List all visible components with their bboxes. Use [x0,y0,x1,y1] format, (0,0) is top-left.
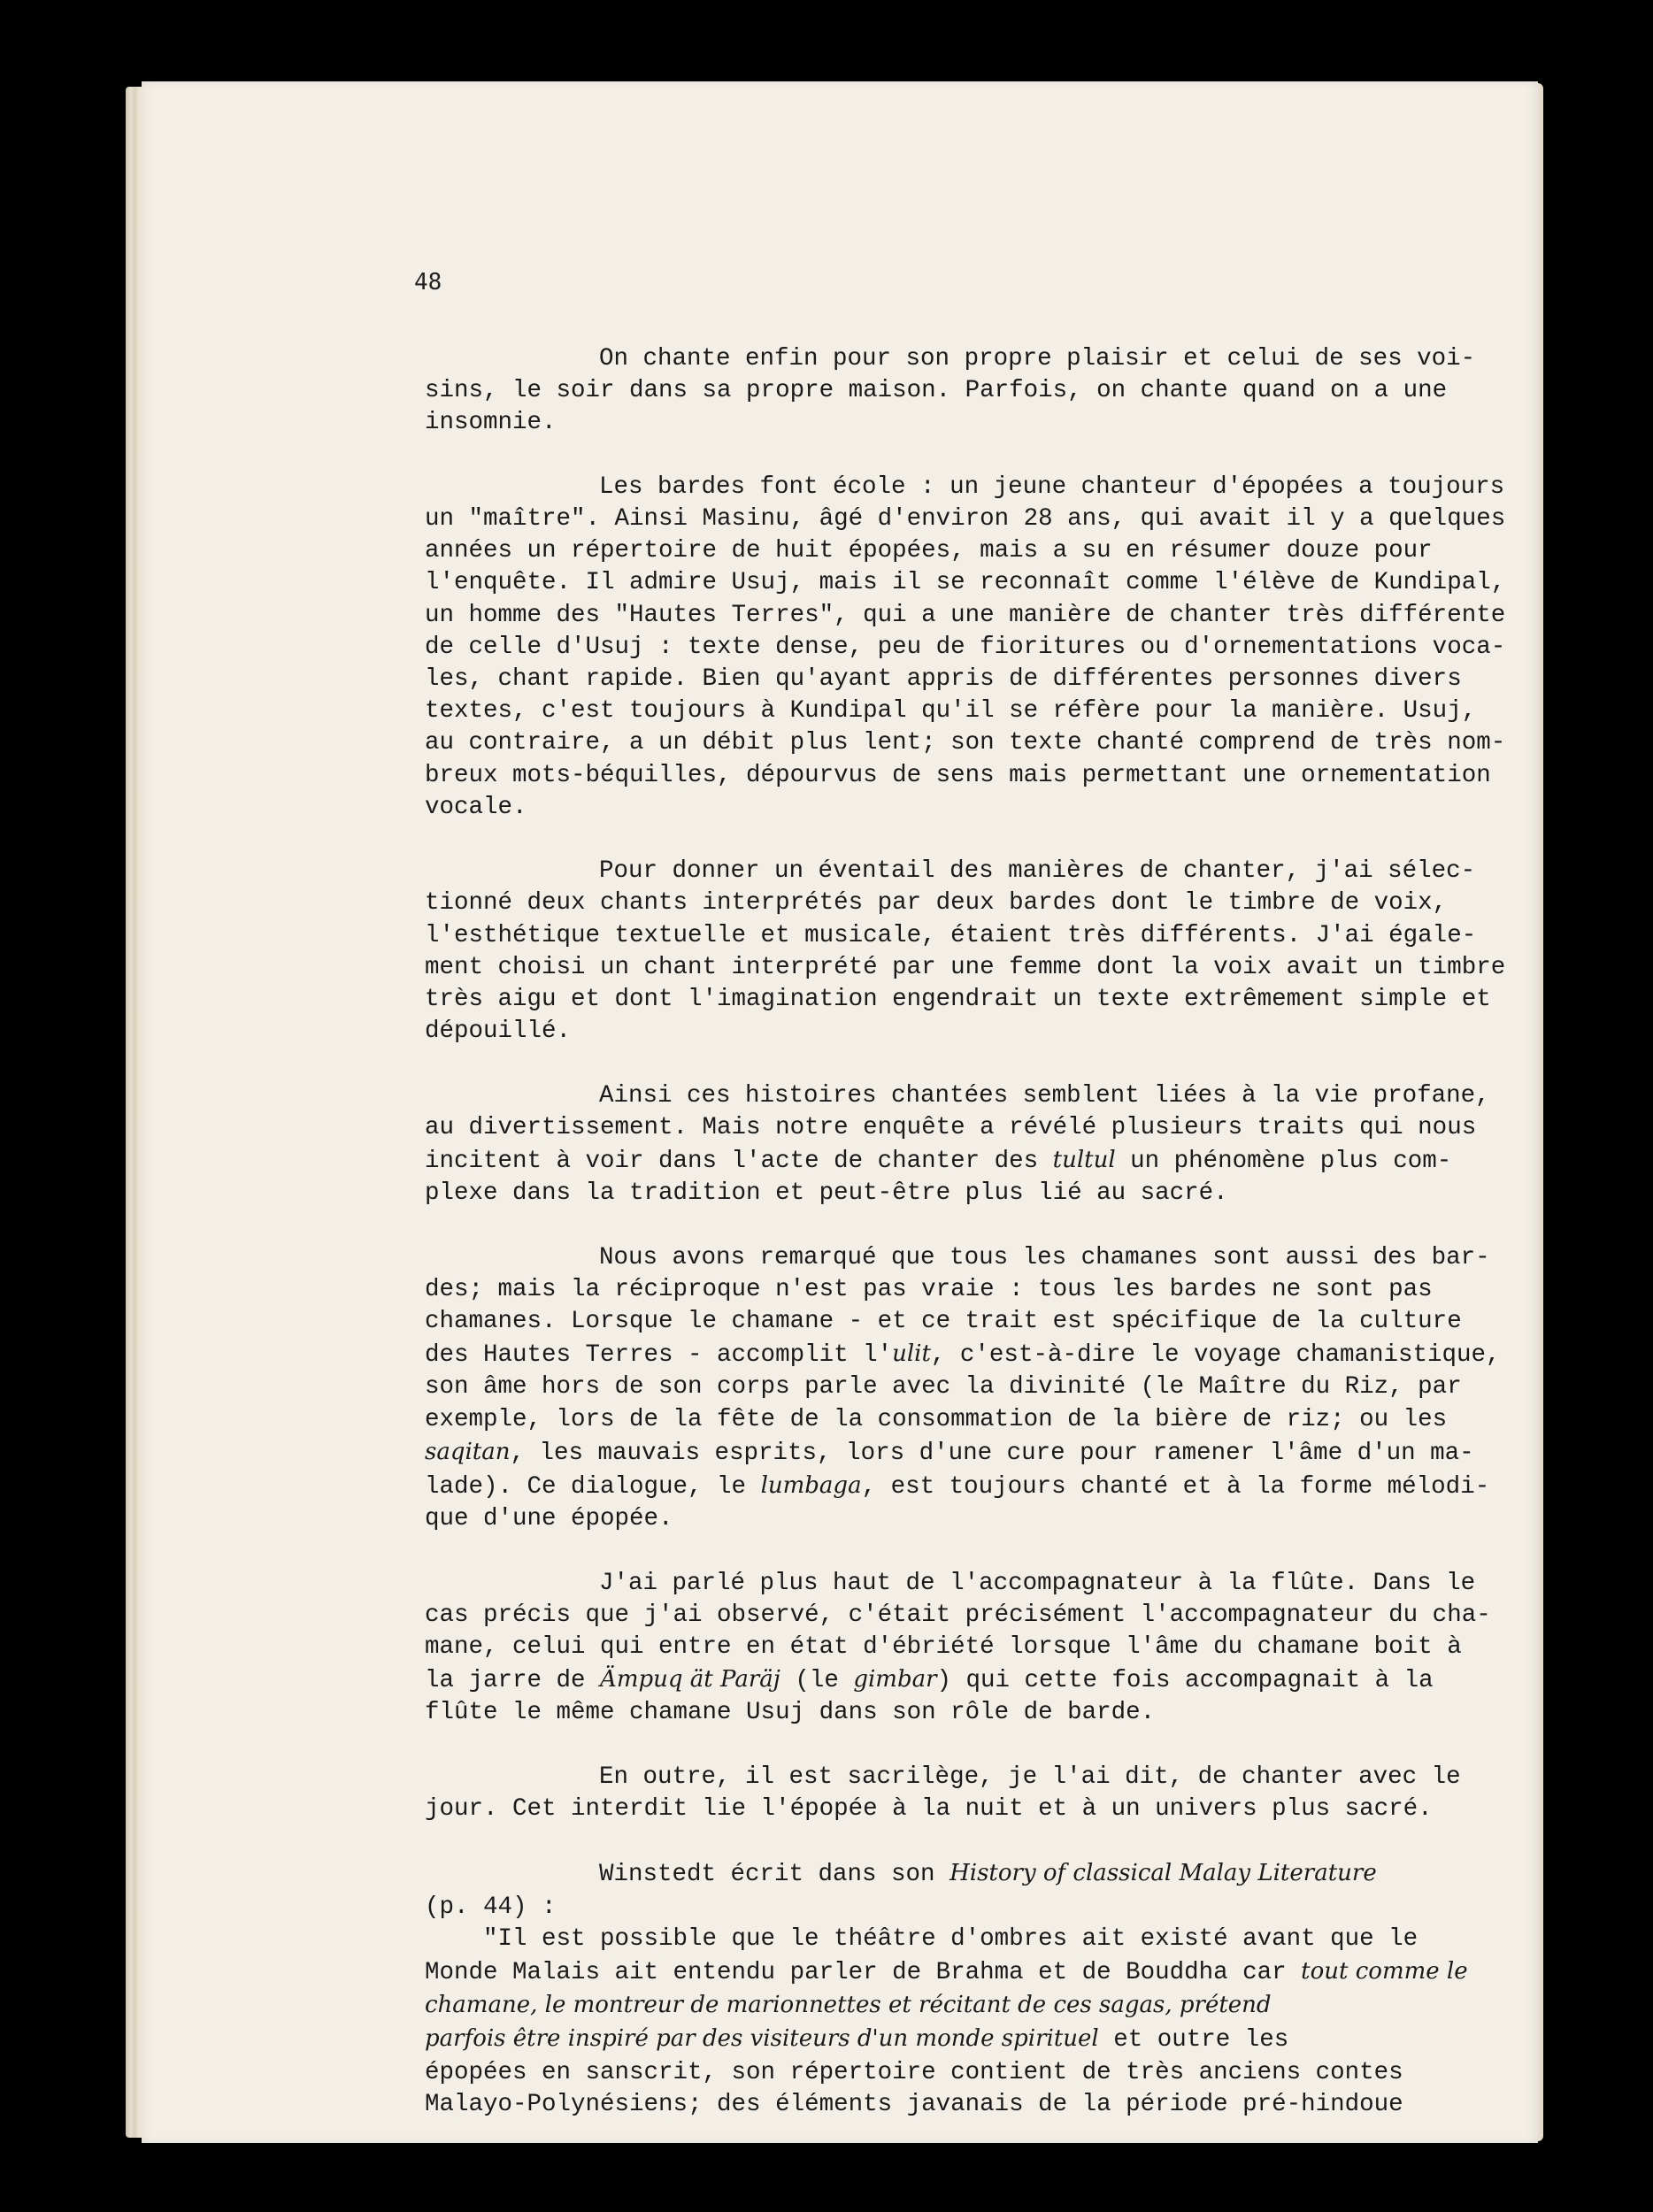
text-line: de celle d'Usuj : texte dense, peu de fioritures ou d'ornementations voca- [425,633,1506,661]
quote-block [425,1924,1468,2121]
italic-term: History of classical Malay Literature [950,1860,1377,1887]
text-line: un "maître". Ainsi Masinu, âgé d'environ 28 ans, qui avait il y a quelques [425,505,1506,533]
paragraph [425,343,1476,440]
text-line: Ainsi ces histoires chantées semblent liées à la vie profane, [599,1081,1490,1110]
text-line: jour. Cet interdit lie l'épopée à la nuit et à un univers plus sacré. [425,1795,1433,1824]
paragraph [425,1762,1465,1825]
italic-term: tout comme le [1301,1958,1468,1985]
text-line: textes, c'est toujours à Kundipal qu'il se réfère pour la manière. Usuj, [425,697,1477,726]
text-line: son âme hors de son corps parle avec la divinité (le Maître du Riz, par [425,1373,1462,1402]
text-line: En outre, il est sacrilège, je l'ai dit, de chanter avec le [599,1763,1461,1791]
italic-term: chamane, le montreur de marionnettes et récitant de ces sagas, prétend [425,1992,1272,2019]
quote-line: "Il est possible que le théâtre d'ombres ait existé avant que le [483,1924,1419,1953]
text-line: mane, celui qui entre en état d'ébriété lorsque l'âme du chamane boit à [425,1633,1462,1662]
citation-line: (p. 44) : [425,1893,557,1921]
text-line: On chante enfin pour son propre plaisir et celui de ses voi- [599,345,1476,373]
text-line: au divertissement. Mais notre enquête a révélé plusieurs traits qui nous [425,1113,1477,1141]
citation-line [425,1857,1465,1891]
text-line: J'ai parlé plus haut de l'accompagnateur à la flûte. Dans le [599,1569,1476,1597]
text-line: sins, le soir dans sa propre maison. Parfois, on chante quand on a une [425,377,1448,405]
text-line: Nous avons remarqué que tous les chamanes sont aussi des bar- [599,1243,1490,1271]
quote-line [425,1989,1465,2023]
text-line: des; mais la réciproque n'est pas vraie : tous les bardes ne sont pas [425,1275,1433,1303]
quote-line: Malayo-Polynésiens; des éléments javanais de la période pré-hindoue [425,2090,1403,2118]
text-line: insomnie. [425,409,557,437]
text-line: chamanes. Lorsque le chamane - et ce trait est spécifique de la culture [425,1308,1462,1336]
text-line: lade). Ce dialogue, le lumbaga, est toujours chanté et à la forme mélodi- [425,1472,1490,1502]
text-line: ment choisi un chant interprété par une femme dont la voix avait un timbre [425,953,1506,981]
text-line: Les bardes font école : un jeune chanteur d'épopées a toujours [599,472,1505,501]
quote-line: Monde Malais ait entendu parler de Brahma et de Bouddha car tout comme le [425,1958,1468,1987]
citation-paragraph [425,1857,1465,1923]
text-line: les, chant rapide. Bien qu'ayant appris de différentes personnes divers [425,665,1462,694]
citation-text: Winstedt écrit dans son History of classical Malay Literature [599,1860,1377,1889]
italic-term: Ämpuq ät Paräj [600,1666,780,1694]
text-line: au contraire, a un débit plus lent; son texte chanté comprend de très nom- [425,729,1506,757]
text-line: l'esthétique textuelle et musicale, étaient très différents. J'ai égale- [425,921,1477,949]
text-line: plexe dans la tradition et peut-être plus lié au sacré. [425,1179,1228,1208]
paragraph [425,1568,1491,1730]
paragraph [425,1242,1501,1536]
paragraph [425,1080,1490,1210]
text-line: la jarre de Ämpuq ät Paräj (le gimbar) qui cette fois accompagnait à la [425,1666,1434,1695]
text-line: l'enquête. Il admire Usuj, mais il se reconnaît comme l'élève de Kundipal, [425,569,1506,597]
paragraph [425,472,1506,824]
quote-line: parfois être inspiré par des visiteurs d'un monde spirituel et outre les [425,2025,1289,2055]
paragraphs [425,343,1506,1825]
text-line: très aigu et dont l'imagination engendrait un texte extrêmement simple et [425,986,1491,1014]
italic-term: gimbar [853,1666,937,1694]
text-line: que d'une épopée. [425,1505,673,1533]
body-text [425,343,1506,2121]
italic-term: saqitan [425,1438,511,1465]
text-line: breux mots-béquilles, dépourvus de sens mais permettant une ornementation [425,761,1491,789]
text-line: exemple, lors de la fête de la consommation de la bière de riz; ou les [425,1405,1448,1433]
text-line: tionné deux chants interprétés par deux bardes dont le timbre de voix, [425,889,1448,918]
text-line: un homme des "Hautes Terres", qui a une manière de chanter très différente [425,601,1506,629]
text-line: années un répertoire de huit épopées, mais a su en résumer douze pour [425,537,1433,565]
italic-term: parfois être inspiré par des visiteurs d'un monde spirituel [425,2025,1099,2053]
italic-term: ulit [892,1340,931,1368]
text-line: saqitan, les mauvais esprits, lors d'une cure pour ramener l'âme d'un ma- [425,1438,1474,1467]
quote-line: épopées en sanscrit, son répertoire contient de très anciens contes [425,2058,1403,2086]
text-line: cas précis que j'ai observé, c'était précisément l'accompagnateur du cha- [425,1601,1491,1629]
italic-term: tultul [1052,1147,1116,1174]
text-line: des Hautes Terres - accomplit l'ulit, c'est-à-dire le voyage chamanistique, [425,1340,1501,1370]
page-number: 48 [414,269,442,296]
text-line: flûte le même chamane Usuj dans son rôle de barde. [425,1699,1156,1727]
text-line: vocale. [425,793,527,821]
text-line: dépouillé. [425,1018,572,1046]
paragraph [425,856,1506,1048]
italic-term: lumbaga [760,1472,862,1500]
text-line: Pour donner un éventail des manières de chanter, j'ai sélec- [599,857,1476,886]
text-line: incitent à voir dans l'acte de chanter des tultul un phénomène plus com- [425,1147,1452,1176]
